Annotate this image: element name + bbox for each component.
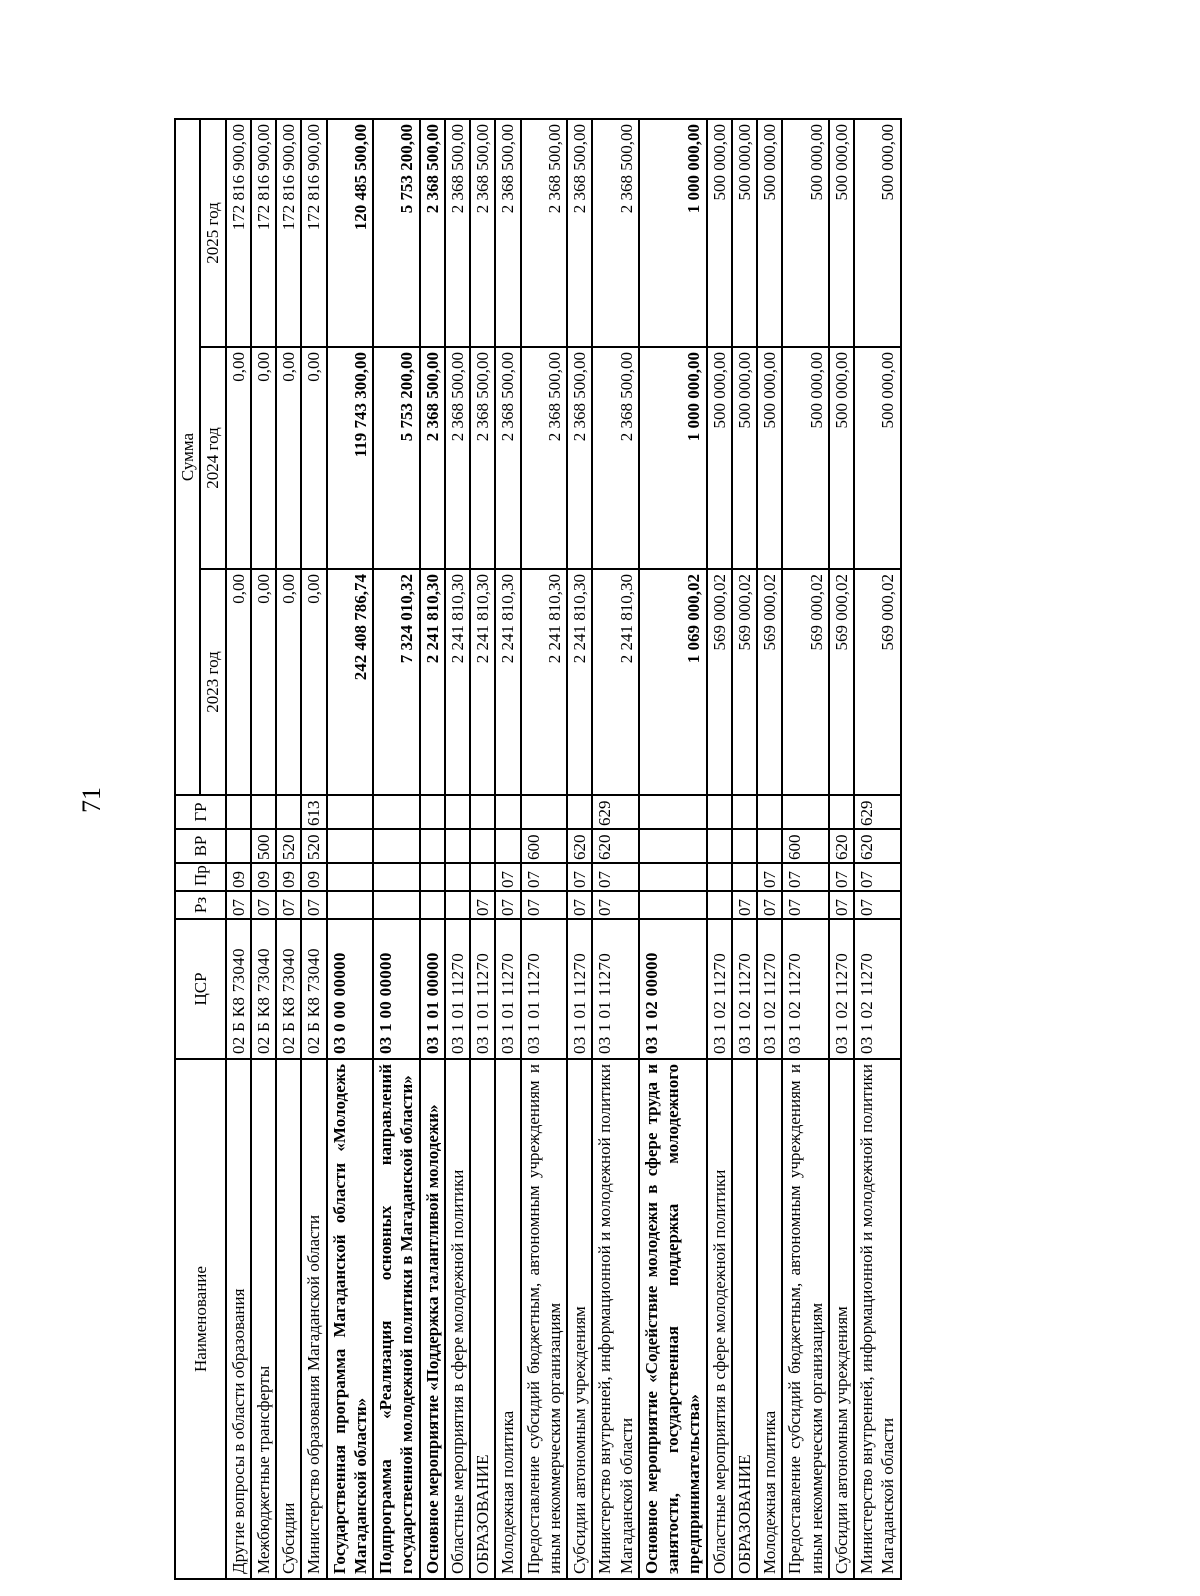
cell-2025: 5 753 200,00: [373, 119, 420, 347]
table-row: [420, 119, 445, 1579]
cell-gr: [521, 795, 568, 829]
header-vr: ВР: [175, 829, 226, 863]
cell-2023: 2 241 810,30: [420, 569, 445, 795]
cell-csr: 03 0 00 00000: [327, 919, 374, 1059]
cell-pr: [639, 863, 707, 891]
cell-2023: 1 069 000,02: [639, 569, 707, 795]
cell-rz: 07: [567, 891, 592, 919]
cell-gr: 613: [301, 795, 326, 829]
cell-2025: 172 816 900,00: [251, 119, 276, 347]
cell-pr: 07: [495, 863, 520, 891]
cell-pr: [470, 863, 495, 891]
cell-csr: 02 Б К8 73040: [226, 919, 251, 1059]
cell-2024: 0,00: [301, 347, 326, 569]
cell-2025: 2 368 500,00: [445, 119, 470, 347]
header-sum: Сумма: [175, 119, 200, 795]
cell-name: Молодежная политика: [757, 1059, 782, 1579]
cell-2023: 569 000,02: [782, 569, 829, 795]
cell-vr: [226, 829, 251, 863]
cell-2024: 2 368 500,00: [495, 347, 520, 569]
table-row: [567, 119, 592, 1579]
cell-2023: 7 324 010,32: [373, 569, 420, 795]
cell-2023: 2 241 810,30: [445, 569, 470, 795]
cell-name: Областные мероприятия в сфере молодежной политики: [707, 1059, 732, 1579]
cell-gr: [226, 795, 251, 829]
cell-2023: 569 000,02: [854, 569, 901, 795]
cell-vr: 520: [301, 829, 326, 863]
cell-2025: 500 000,00: [854, 119, 901, 347]
table-row: [470, 119, 495, 1579]
cell-csr: 03 1 01 11270: [567, 919, 592, 1059]
cell-name: Основное мероприятие «Поддержка талантливой молодежи»: [420, 1059, 445, 1579]
cell-csr: 03 1 02 11270: [757, 919, 782, 1059]
cell-2024: 500 000,00: [757, 347, 782, 569]
budget-table-container: [174, 120, 1060, 1580]
cell-csr: 03 1 01 11270: [592, 919, 639, 1059]
table-row: [276, 119, 301, 1579]
cell-csr: 02 Б К8 73040: [251, 919, 276, 1059]
cell-csr: 03 1 01 11270: [445, 919, 470, 1059]
cell-pr: 09: [251, 863, 276, 891]
cell-vr: 520: [276, 829, 301, 863]
cell-2023: 0,00: [251, 569, 276, 795]
cell-vr: 620: [854, 829, 901, 863]
cell-rz: 07: [757, 891, 782, 919]
cell-gr: [829, 795, 854, 829]
cell-vr: 500: [251, 829, 276, 863]
header-csr: ЦСР: [175, 919, 226, 1059]
cell-2024: 2 368 500,00: [592, 347, 639, 569]
cell-pr: [707, 863, 732, 891]
header-2023: 2023 год: [200, 569, 225, 795]
cell-rz: [327, 891, 374, 919]
cell-2024: 500 000,00: [707, 347, 732, 569]
cell-gr: [757, 795, 782, 829]
cell-gr: 629: [592, 795, 639, 829]
cell-2025: 2 368 500,00: [521, 119, 568, 347]
cell-2023: 569 000,02: [757, 569, 782, 795]
table-row: [782, 119, 829, 1579]
cell-gr: [639, 795, 707, 829]
cell-csr: 03 1 01 11270: [495, 919, 520, 1059]
cell-rz: 07: [301, 891, 326, 919]
cell-vr: 600: [782, 829, 829, 863]
cell-gr: [276, 795, 301, 829]
cell-pr: 07: [592, 863, 639, 891]
cell-2023: 242 408 786,74: [327, 569, 374, 795]
cell-name: Предоставление субсидий бюджетным, автономным учреждениям и иным некоммерческим организациям: [521, 1059, 568, 1579]
cell-2025: 500 000,00: [829, 119, 854, 347]
cell-pr: 09: [301, 863, 326, 891]
cell-2023: 569 000,02: [829, 569, 854, 795]
cell-csr: 03 1 02 11270: [854, 919, 901, 1059]
cell-rz: 07: [854, 891, 901, 919]
cell-csr: 03 1 02 11270: [829, 919, 854, 1059]
table-row: [732, 119, 757, 1579]
cell-rz: 07: [470, 891, 495, 919]
cell-name: Субсидии автономным учреждениям: [567, 1059, 592, 1579]
cell-pr: [732, 863, 757, 891]
cell-name: Другие вопросы в области образования: [226, 1059, 251, 1579]
cell-csr: 03 1 00 00000: [373, 919, 420, 1059]
cell-vr: 620: [567, 829, 592, 863]
cell-name: Молодежная политика: [495, 1059, 520, 1579]
cell-name: Основное мероприятие «Содействие молодежи в сфере труда и занятости, государственная поддержка молодежного предпринимательства»: [639, 1059, 707, 1579]
cell-csr: 02 Б К8 73040: [276, 919, 301, 1059]
table-row: [445, 119, 470, 1579]
cell-rz: 07: [521, 891, 568, 919]
cell-2024: 5 753 200,00: [373, 347, 420, 569]
table-row: [327, 119, 374, 1579]
header-rz: Рз: [175, 891, 226, 919]
header-gr: ГР: [175, 795, 226, 829]
cell-vr: [445, 829, 470, 863]
table-row: [757, 119, 782, 1579]
cell-2024: 1 000 000,00: [639, 347, 707, 569]
cell-2024: 2 368 500,00: [445, 347, 470, 569]
cell-rz: [373, 891, 420, 919]
cell-pr: 07: [829, 863, 854, 891]
header-2024: 2024 год: [200, 347, 225, 569]
cell-gr: 629: [854, 795, 901, 829]
cell-csr: 03 1 01 11270: [521, 919, 568, 1059]
cell-2023: 2 241 810,30: [470, 569, 495, 795]
cell-name: Министерство внутренней, информационной и молодежной политики Магаданской области: [854, 1059, 901, 1579]
cell-vr: [639, 829, 707, 863]
cell-name: Государственная программа Магаданской области «Молодежь Магаданской области»: [327, 1059, 374, 1579]
cell-vr: [373, 829, 420, 863]
cell-2025: 500 000,00: [782, 119, 829, 347]
cell-vr: [732, 829, 757, 863]
cell-csr: 03 1 01 11270: [470, 919, 495, 1059]
cell-name: Министерство образования Магаданской области: [301, 1059, 326, 1579]
cell-rz: [445, 891, 470, 919]
cell-vr: 600: [521, 829, 568, 863]
cell-rz: 07: [592, 891, 639, 919]
cell-rz: 07: [495, 891, 520, 919]
cell-rz: 07: [782, 891, 829, 919]
cell-vr: [707, 829, 732, 863]
cell-2024: 500 000,00: [782, 347, 829, 569]
cell-name: Областные мероприятия в сфере молодежной политики: [445, 1059, 470, 1579]
cell-name: Межбюджетные трансферты: [251, 1059, 276, 1579]
cell-2024: 500 000,00: [829, 347, 854, 569]
cell-vr: [470, 829, 495, 863]
cell-name: ОБРАЗОВАНИЕ: [732, 1059, 757, 1579]
cell-rz: [707, 891, 732, 919]
table-header-row: [175, 119, 200, 1579]
cell-2024: 0,00: [226, 347, 251, 569]
cell-gr: [470, 795, 495, 829]
table-row: [829, 119, 854, 1579]
table-row: [707, 119, 732, 1579]
cell-2024: 500 000,00: [732, 347, 757, 569]
table-row: [373, 119, 420, 1579]
cell-pr: 07: [854, 863, 901, 891]
cell-name: Субсидии автономным учреждениям: [829, 1059, 854, 1579]
cell-csr: 03 1 02 11270: [782, 919, 829, 1059]
cell-2025: 2 368 500,00: [592, 119, 639, 347]
cell-gr: [567, 795, 592, 829]
cell-gr: [782, 795, 829, 829]
cell-2023: 0,00: [276, 569, 301, 795]
cell-2024: 119 743 300,00: [327, 347, 374, 569]
cell-2023: 2 241 810,30: [567, 569, 592, 795]
cell-gr: [373, 795, 420, 829]
cell-2025: 172 816 900,00: [226, 119, 251, 347]
cell-csr: 02 Б К8 73040: [301, 919, 326, 1059]
table-row: [226, 119, 251, 1579]
cell-2024: 0,00: [276, 347, 301, 569]
cell-rz: 07: [829, 891, 854, 919]
cell-vr: 620: [592, 829, 639, 863]
cell-2024: 500 000,00: [854, 347, 901, 569]
cell-csr: 03 1 01 00000: [420, 919, 445, 1059]
cell-2024: 0,00: [251, 347, 276, 569]
cell-gr: [327, 795, 374, 829]
table-row: [521, 119, 568, 1579]
cell-2025: 2 368 500,00: [495, 119, 520, 347]
table-row: [495, 119, 520, 1579]
cell-rz: 07: [732, 891, 757, 919]
cell-name: Субсидии: [276, 1059, 301, 1579]
cell-csr: 03 1 02 11270: [707, 919, 732, 1059]
cell-2023: 0,00: [226, 569, 251, 795]
cell-gr: [495, 795, 520, 829]
cell-2023: 2 241 810,30: [495, 569, 520, 795]
cell-2025: 500 000,00: [707, 119, 732, 347]
cell-vr: [757, 829, 782, 863]
cell-pr: 09: [276, 863, 301, 891]
header-2025: 2025 год: [200, 119, 225, 347]
cell-2024: 2 368 500,00: [567, 347, 592, 569]
cell-gr: [251, 795, 276, 829]
cell-rz: 07: [276, 891, 301, 919]
cell-name: Министерство внутренней, информационной и молодежной политики Магаданской области: [592, 1059, 639, 1579]
cell-pr: [327, 863, 374, 891]
cell-2025: 2 368 500,00: [567, 119, 592, 347]
cell-gr: [707, 795, 732, 829]
cell-rz: 07: [226, 891, 251, 919]
cell-gr: [445, 795, 470, 829]
cell-2025: 1 000 000,00: [639, 119, 707, 347]
cell-gr: [420, 795, 445, 829]
cell-2025: 2 368 500,00: [470, 119, 495, 347]
cell-vr: [327, 829, 374, 863]
cell-name: Предоставление субсидий бюджетным, автономным учреждениям и иным некоммерческим организациям: [782, 1059, 829, 1579]
cell-pr: [420, 863, 445, 891]
budget-table: [174, 118, 902, 1580]
cell-rz: 07: [251, 891, 276, 919]
cell-2025: 500 000,00: [757, 119, 782, 347]
cell-name: Подпрограмма «Реализация основных направлений государственной молодежной политики в Магаданской области»: [373, 1059, 420, 1579]
cell-2025: 500 000,00: [732, 119, 757, 347]
table-row: [639, 119, 707, 1579]
cell-pr: [373, 863, 420, 891]
table-row: [592, 119, 639, 1579]
cell-2023: 0,00: [301, 569, 326, 795]
cell-2023: 2 241 810,30: [592, 569, 639, 795]
table-body: [226, 119, 901, 1579]
cell-vr: [420, 829, 445, 863]
cell-pr: [445, 863, 470, 891]
cell-rz: [420, 891, 445, 919]
header-pr: Пр: [175, 863, 226, 891]
table-row: [251, 119, 276, 1579]
cell-vr: [495, 829, 520, 863]
cell-2024: 2 368 500,00: [470, 347, 495, 569]
cell-gr: [732, 795, 757, 829]
cell-2025: 172 816 900,00: [301, 119, 326, 347]
cell-pr: 07: [757, 863, 782, 891]
cell-2025: 172 816 900,00: [276, 119, 301, 347]
header-name: Наименование: [175, 1059, 226, 1579]
cell-pr: 09: [226, 863, 251, 891]
cell-2023: 2 241 810,30: [521, 569, 568, 795]
cell-pr: 07: [521, 863, 568, 891]
cell-2023: 569 000,02: [707, 569, 732, 795]
cell-rz: [639, 891, 707, 919]
cell-2024: 2 368 500,00: [420, 347, 445, 569]
cell-csr: 03 1 02 00000: [639, 919, 707, 1059]
cell-name: ОБРАЗОВАНИЕ: [470, 1059, 495, 1579]
cell-2025: 2 368 500,00: [420, 119, 445, 347]
cell-pr: 07: [567, 863, 592, 891]
cell-pr: 07: [782, 863, 829, 891]
cell-2023: 569 000,02: [732, 569, 757, 795]
cell-2025: 120 485 500,00: [327, 119, 374, 347]
table-row: [854, 119, 901, 1579]
cell-csr: 03 1 02 11270: [732, 919, 757, 1059]
cell-2024: 2 368 500,00: [521, 347, 568, 569]
cell-vr: 620: [829, 829, 854, 863]
table-row: [301, 119, 326, 1579]
page-number: 71: [77, 787, 106, 813]
